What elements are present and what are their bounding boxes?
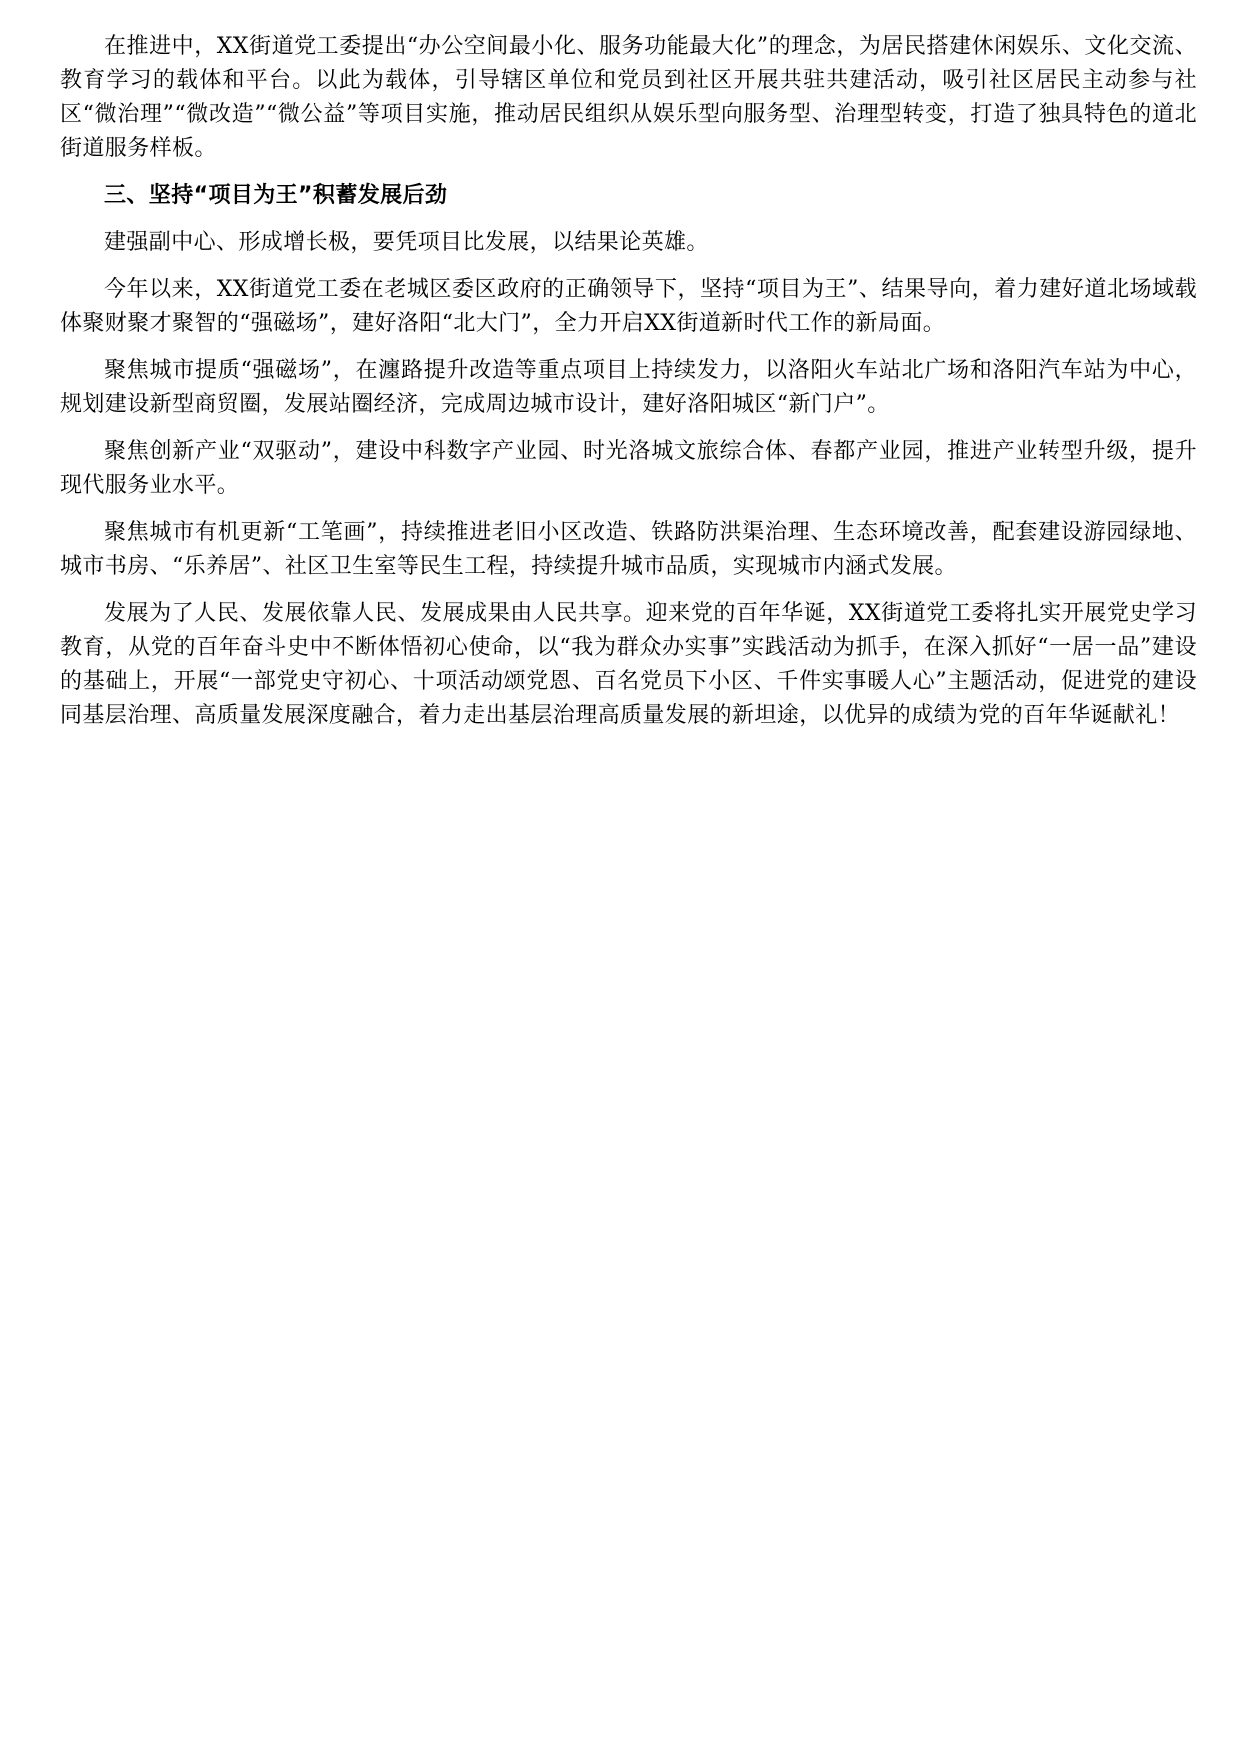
paragraph-urban-renewal: 聚焦城市有机更新“工笔画”，持续推进老旧小区改造、铁路防洪渠治理、生态环境改善，配套建设游园绿地、城市书房、“乐养居”、社区卫生室等民生工程，持续提升城市品质，实现城市内涵式发展。 [60,520,1197,579]
paragraph-project-intro: 建强副中心、形成增长极，要凭项目比发展，以结果论英雄。 [104,230,709,255]
paragraph-service-model: 在推进中，XX街道党工委提出“办公空间最小化、服务功能最大化”的理念，为居民搭建休闲娱乐、文化交流、教育学习的载体和平台。以此为载体，引导辖区单位和党员到社区开展共驻共建活动，吸引社区居民主动参与社区“微治理”“微改造”“微公益”等项目实施，推动居民组织从娱乐型向服务型、治理型转变，打造了独具特色的道北街道服务样板。 [60,34,1197,161]
section-heading: 三、坚持“项目为王”积蓄发展后劲 [104,183,448,208]
paragraph-innovation-industry: 聚焦创新产业“双驱动”，建设中科数字产业园、时光洛城文旅综合体、春都产业园，推进产业转型升级，提升现代服务业水平。 [60,439,1197,498]
paragraph-conclusion: 发展为了人民、发展依靠人民、发展成果由人民共享。迎来党的百年华诞，XX街道党工委将扎实开展党史学习教育，从党的百年奋斗史中不断体悟初心使命，以“我为群众办实事”实践活动为抓手，在深入抓好“一居一品”建设的基础上，开展“一部党史守初心、十项活动颂党恩、百名党员下小区、千件实事暖人心”主题活动，促进党的建设同基层治理、高质量发展深度融合，着力走出基层治理高质量发展的新坦途，以优异的成绩为党的百年华诞献礼！ [60,601,1197,728]
paragraph-city-upgrade: 聚焦城市提质“强磁场”，在瀍路提升改造等重点项目上持续发力，以洛阳火车站北广场和洛阳汽车站为中心，规划建设新型商贸圈，发展站圈经济，完成周边城市设计，建好洛阳城区“新门户”。 [60,358,1197,417]
paragraph-this-year: 今年以来，XX街道党工委在老城区委区政府的正确领导下，坚持“项目为王”、结果导向，着力建好道北场域载体聚财聚才聚智的“强磁场”，建好洛阳“北大门”，全力开启XX街道新时代工作的新局面。 [60,277,1197,336]
document-page [60,30,1197,746]
